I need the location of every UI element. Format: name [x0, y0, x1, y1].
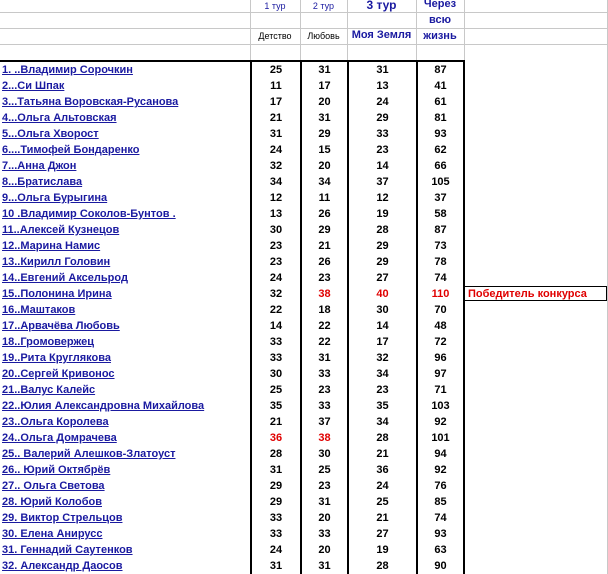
table-row: [0, 398, 608, 414]
participant-link[interactable]: 4...Ольга Альтовская: [2, 112, 117, 124]
score-cell: 30: [376, 304, 389, 316]
score-cell: 11: [318, 192, 331, 204]
score-cell: 34: [318, 176, 331, 188]
score-cell: 35: [376, 400, 389, 412]
score-cell: 12: [269, 192, 283, 204]
score-cell: 38: [318, 432, 331, 444]
score-cell: 31: [318, 352, 331, 364]
table-row: [0, 526, 608, 542]
participant-link[interactable]: 7...Анна Джон: [2, 160, 77, 172]
table-row: [0, 462, 608, 478]
total-score-cell: 97: [434, 368, 447, 380]
table-row: [0, 494, 608, 510]
score-cell: 33: [318, 400, 331, 412]
table-row: [0, 222, 608, 238]
participant-link[interactable]: 29. Виктор Стрельцов: [2, 512, 123, 524]
score-cell: 23: [318, 480, 331, 492]
score-cell: 32: [269, 160, 283, 172]
score-cell: 24: [376, 480, 389, 492]
score-cell: 29: [376, 240, 389, 252]
total-score-cell: 48: [434, 320, 447, 332]
score-cell: 27: [376, 272, 389, 284]
table-row: [0, 446, 608, 462]
score-cell: 31: [269, 560, 283, 572]
total-score-cell: 58: [434, 208, 447, 220]
participant-link[interactable]: 15..Полонина Ирина: [2, 288, 112, 300]
total-score-cell: 105: [431, 176, 450, 188]
score-cell: 30: [269, 368, 283, 380]
participant-link[interactable]: 1. ..Владимир Сорочкин: [2, 64, 133, 76]
score-cell: 33: [269, 352, 283, 364]
total-score-cell: 63: [434, 544, 447, 556]
total-score-cell: 71: [434, 384, 447, 396]
table-row: [0, 254, 608, 270]
total-score-cell: 37: [434, 192, 447, 204]
table-row: [0, 110, 608, 126]
table-row: [0, 286, 608, 302]
total-score-cell: 78: [434, 256, 447, 268]
score-cell: 21: [269, 112, 283, 124]
score-cell: 29: [269, 480, 283, 492]
score-cell: 29: [318, 224, 331, 236]
total-score-cell: 74: [434, 512, 447, 524]
total-score-cell: 61: [434, 96, 447, 108]
table-row: [0, 302, 608, 318]
total-score-cell: 62: [434, 144, 447, 156]
total-score-cell: 76: [434, 480, 447, 492]
total-score-cell: 85: [434, 496, 447, 508]
score-cell: 32: [269, 288, 283, 300]
participant-link[interactable]: 20..Сергей Кривонос: [2, 368, 115, 380]
table-row: [0, 238, 608, 254]
participant-link[interactable]: 12..Марина Намис: [2, 240, 101, 252]
header-round1: 1 тур: [264, 1, 286, 11]
score-cell: 33: [269, 336, 283, 348]
participant-link[interactable]: 25.. Валерий Алешков-Златоуст: [2, 448, 176, 460]
total-score-cell: 87: [434, 224, 447, 236]
score-cell: 29: [318, 128, 331, 140]
participant-link[interactable]: 11..Алексей Кузнецов: [2, 224, 120, 236]
table-row: [0, 430, 608, 446]
score-cell: 26: [318, 208, 331, 220]
total-score-cell: 92: [434, 416, 447, 428]
table-row: [0, 270, 608, 286]
header-theme3: Моя Земля: [351, 29, 412, 41]
header-total-line3: жизнь: [423, 30, 457, 42]
participant-link[interactable]: 28. Юрий Колобов: [2, 496, 102, 508]
table-row: [0, 414, 608, 430]
participant-link[interactable]: 14..Евгений Аксельрод: [2, 272, 128, 284]
score-cell: 21: [318, 240, 331, 252]
total-score-cell: 110: [431, 288, 450, 300]
total-score-cell: 92: [434, 464, 447, 476]
score-cell: 34: [269, 176, 283, 188]
score-cell: 21: [376, 512, 389, 524]
total-score-cell: 103: [431, 400, 450, 412]
gridline: [0, 44, 608, 45]
score-cell: 33: [269, 528, 283, 540]
table-row: [0, 206, 608, 222]
score-cell: 29: [376, 112, 389, 124]
score-cell: 21: [376, 448, 389, 460]
participant-link[interactable]: 8...Братислава: [2, 176, 83, 188]
score-cell: 23: [269, 240, 283, 252]
table-row: [0, 174, 608, 190]
score-cell: 22: [269, 304, 283, 316]
score-cell: 28: [269, 448, 283, 460]
participant-link[interactable]: 13..Кирилл Головин: [2, 256, 111, 268]
score-cell: 12: [376, 192, 389, 204]
table-row: [0, 334, 608, 350]
table-row: [0, 318, 608, 334]
score-cell: 24: [269, 144, 283, 156]
score-cell: 20: [318, 96, 331, 108]
score-cell: 17: [318, 80, 331, 92]
score-cell: 33: [376, 128, 389, 140]
score-cell: 31: [318, 112, 331, 124]
header-theme2: Любовь: [307, 31, 340, 41]
participant-link[interactable]: 24..Ольга Домрачева: [2, 432, 117, 444]
score-cell: 28: [376, 432, 389, 444]
participant-link[interactable]: 27.. Ольга Светова: [2, 480, 105, 492]
participant-link[interactable]: 6....Тимофей Бондаренко: [2, 144, 140, 156]
score-cell: 24: [269, 544, 283, 556]
score-cell: 24: [376, 96, 389, 108]
total-score-cell: 101: [431, 432, 450, 444]
participant-link[interactable]: 21..Валус Калейс: [2, 384, 96, 396]
score-cell: 19: [376, 544, 389, 556]
header-round2: 2 тур: [312, 1, 335, 11]
score-cell: 11: [270, 80, 282, 92]
table-row: [0, 382, 608, 398]
score-cell: 31: [269, 464, 283, 476]
score-cell: 14: [376, 160, 389, 172]
score-cell: 13: [269, 208, 283, 220]
participant-link[interactable]: 3...Татьяна Воровская-Русанова: [2, 96, 179, 108]
score-cell: 17: [269, 96, 283, 108]
table-row: [0, 478, 608, 494]
total-score-cell: 94: [434, 448, 447, 460]
participant-link[interactable]: 30. Елена Анирусс: [2, 528, 103, 540]
score-cell: 30: [318, 448, 331, 460]
score-cell: 14: [269, 320, 283, 332]
gridline: [0, 12, 608, 13]
score-cell: 17: [376, 336, 389, 348]
score-cell: 27: [376, 528, 389, 540]
score-cell: 23: [318, 384, 331, 396]
score-cell: 25: [376, 496, 389, 508]
score-cell: 40: [376, 288, 389, 300]
participant-link[interactable]: 31. Геннадий Саутенков: [2, 544, 133, 556]
score-cell: 33: [318, 528, 331, 540]
score-cell: 23: [318, 272, 331, 284]
participant-link[interactable]: 32. Александр Даосов: [2, 560, 123, 572]
table-row: [0, 366, 608, 382]
score-cell: 15: [318, 144, 331, 156]
total-score-cell: 90: [434, 560, 447, 572]
score-cell: 31: [318, 496, 331, 508]
score-cell: 33: [318, 368, 331, 380]
table-row: [0, 126, 608, 142]
score-cell: 20: [318, 544, 331, 556]
total-score-cell: 74: [434, 272, 447, 284]
score-cell: 35: [269, 400, 283, 412]
score-cell: 23: [269, 256, 283, 268]
total-score-cell: 96: [434, 352, 447, 364]
participant-link[interactable]: 2...Си Шпак: [2, 80, 65, 92]
score-cell: 36: [376, 464, 389, 476]
score-cell: 28: [376, 224, 389, 236]
score-cell: 31: [269, 128, 283, 140]
score-cell: 26: [318, 256, 331, 268]
total-score-cell: 66: [434, 160, 447, 172]
score-cell: 14: [376, 320, 389, 332]
total-score-cell: 93: [434, 528, 447, 540]
table-row: [0, 510, 608, 526]
participant-link[interactable]: 23..Ольга Королева: [2, 416, 109, 428]
score-cell: 30: [269, 224, 283, 236]
score-cell: 34: [376, 416, 389, 428]
total-score-cell: 87: [434, 64, 447, 76]
table-row: [0, 142, 608, 158]
table-row: [0, 558, 608, 574]
score-cell: 20: [318, 160, 331, 172]
header-total-line1: Через: [423, 0, 457, 10]
winner-label: Победитель конкурса: [464, 286, 607, 301]
total-score-cell: 81: [434, 112, 447, 124]
score-cell: 21: [269, 416, 283, 428]
total-score-cell: 73: [434, 240, 447, 252]
participant-link[interactable]: 19..Рита Круглякова: [2, 352, 111, 364]
score-cell: 36: [269, 432, 283, 444]
score-cell: 13: [376, 80, 389, 92]
participant-link[interactable]: 5...Ольга Хворост: [2, 128, 99, 140]
score-cell: 25: [269, 64, 283, 76]
total-score-cell: 70: [434, 304, 447, 316]
table-row: [0, 190, 608, 206]
score-cell: 25: [269, 384, 283, 396]
score-cell: 31: [376, 64, 389, 76]
gridline: [0, 28, 608, 29]
participant-link[interactable]: 18..Громовержец: [2, 336, 95, 348]
score-cell: 31: [318, 64, 331, 76]
header-theme1: Детство: [258, 31, 292, 41]
score-cell: 37: [318, 416, 331, 428]
score-cell: 33: [269, 512, 283, 524]
score-cell: 22: [318, 320, 331, 332]
participant-link[interactable]: 16..Маштаков: [2, 304, 76, 316]
table-row: [0, 350, 608, 366]
total-score-cell: 72: [434, 336, 447, 348]
participant-link[interactable]: 9...Ольга Бурыгина: [2, 192, 108, 204]
total-score-cell: 41: [434, 80, 447, 92]
table-row: [0, 94, 608, 110]
table-row: [0, 62, 608, 78]
header-round3: 3 тур: [366, 0, 397, 12]
header-total-line2: всю: [429, 14, 451, 26]
score-cell: 18: [318, 304, 331, 316]
table-row: [0, 78, 608, 94]
participant-link[interactable]: 26.. Юрий Октябрёв: [2, 464, 111, 476]
score-cell: 23: [376, 384, 389, 396]
score-cell: 32: [376, 352, 389, 364]
score-cell: 20: [318, 512, 331, 524]
score-cell: 28: [376, 560, 389, 572]
score-cell: 24: [269, 272, 283, 284]
participant-link[interactable]: 22..Юлия Александровна Михайлова: [2, 400, 205, 412]
table-row: [0, 158, 608, 174]
total-score-cell: 93: [434, 128, 447, 140]
score-cell: 25: [318, 464, 331, 476]
score-cell: 34: [376, 368, 389, 380]
participant-link[interactable]: 10 .Владимир Соколов-Бунтов .: [2, 208, 176, 220]
table-row: [0, 542, 608, 558]
score-cell: 37: [376, 176, 389, 188]
score-cell: 29: [376, 256, 389, 268]
score-cell: 29: [269, 496, 283, 508]
score-cell: 38: [318, 288, 331, 300]
score-cell: 19: [376, 208, 389, 220]
score-cell: 22: [318, 336, 331, 348]
score-cell: 23: [376, 144, 389, 156]
participant-link[interactable]: 17..Арвачёва Любовь: [2, 320, 120, 332]
score-cell: 31: [318, 560, 331, 572]
